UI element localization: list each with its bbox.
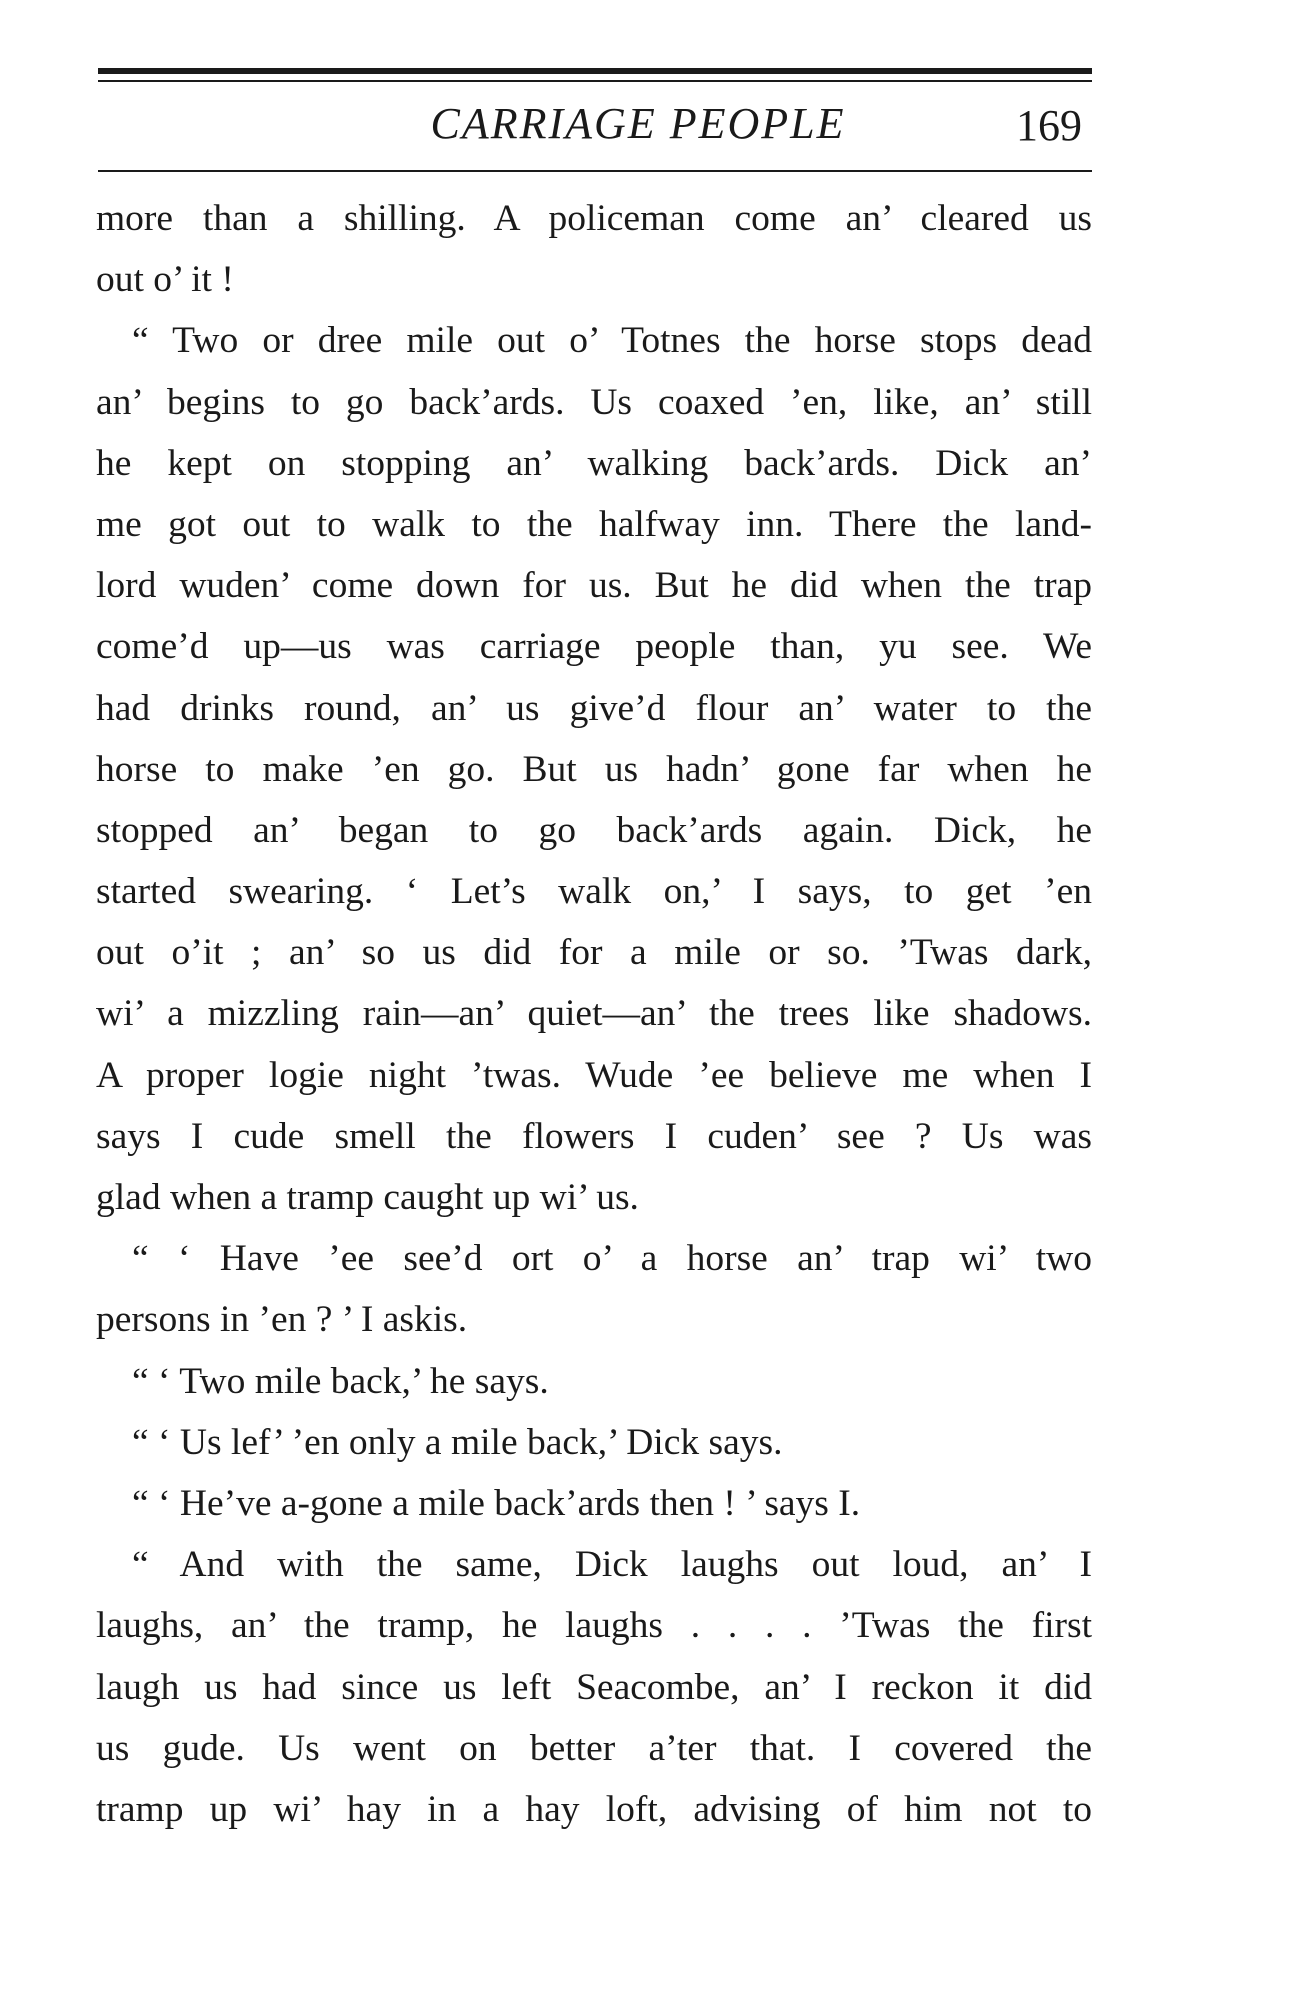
- text-line: “ ‘ Have ’ee see’d ort o’ a horse an’ trap wi’ two: [132, 1238, 1092, 1280]
- text-line: out o’it ; an’ so us did for a mile or so. ’Twas dark,: [96, 932, 1092, 974]
- text-line: come’d up—us was carriage people than, yu see. We: [96, 626, 1092, 668]
- text-line: “ ‘ Two mile back,’ he says.: [132, 1360, 549, 1402]
- text-line: me got out to walk to the halfway inn. There the land-: [96, 503, 1092, 545]
- text-line: he kept on stopping an’ walking back’ards. Dick an’: [96, 442, 1092, 484]
- text-line: says I cude smell the flowers I cuden’ see ? Us was: [96, 1115, 1092, 1157]
- text-line: laughs, an’ the tramp, he laughs . . . . ’Twas the first: [96, 1605, 1092, 1647]
- running-title: CARRIAGE PEOPLE: [430, 99, 846, 148]
- text-line: lord wuden’ come down for us. But he did when the trap: [96, 565, 1092, 607]
- text-line: wi’ a mizzling rain—an’ quiet—an’ the trees like shadows.: [96, 993, 1092, 1035]
- text-line: tramp up wi’ hay in a hay loft, advising of him not to: [96, 1788, 1092, 1830]
- text-line: persons in ’en ? ’ I askis.: [96, 1299, 468, 1341]
- text-line: A proper logie night ’twas. Wude ’ee believe me when I: [96, 1054, 1092, 1096]
- header-double-rule-thin: [98, 80, 1092, 82]
- text-line: laugh us had since us left Seacombe, an’ I reckon it did: [96, 1666, 1092, 1708]
- body-text: [96, 188, 1092, 1840]
- text-line: horse to make ’en go. But us hadn’ gone far when he: [96, 748, 1092, 790]
- text-line: us gude. Us went on better a’ter that. I covered the: [96, 1727, 1092, 1769]
- text-line: started swearing. ‘ Let’s walk on,’ I says, to get ’en: [96, 871, 1092, 913]
- text-line: glad when a tramp caught up wi’ us.: [96, 1177, 639, 1218]
- text-line: out o’ it !: [96, 259, 234, 301]
- running-header: [98, 98, 1092, 158]
- header-double-rule-thick: [98, 68, 1092, 74]
- text-line: an’ begins to go back’ards. Us coaxed ’en, like, an’ still: [96, 381, 1092, 423]
- text-line: “ ‘ Us lef’ ’en only a mile back,’ Dick says.: [132, 1421, 783, 1463]
- text-line: stopped an’ began to go back’ards again. Dick, he: [96, 809, 1092, 851]
- header-rule: [98, 170, 1092, 172]
- text-line: “ And with the same, Dick laughs out loud, an’ I: [132, 1544, 1092, 1586]
- text-line: more than a shilling. A policeman come an’ cleared us: [96, 198, 1092, 239]
- page-number: 169: [1016, 101, 1082, 150]
- text-line: “ Two or dree mile out o’ Totnes the horse stops dead: [132, 320, 1092, 362]
- text-line: had drinks round, an’ us give’d flour an’ water to the: [96, 687, 1092, 729]
- text-line: “ ‘ He’ve a-gone a mile back’ards then ! ’ says I.: [132, 1482, 861, 1524]
